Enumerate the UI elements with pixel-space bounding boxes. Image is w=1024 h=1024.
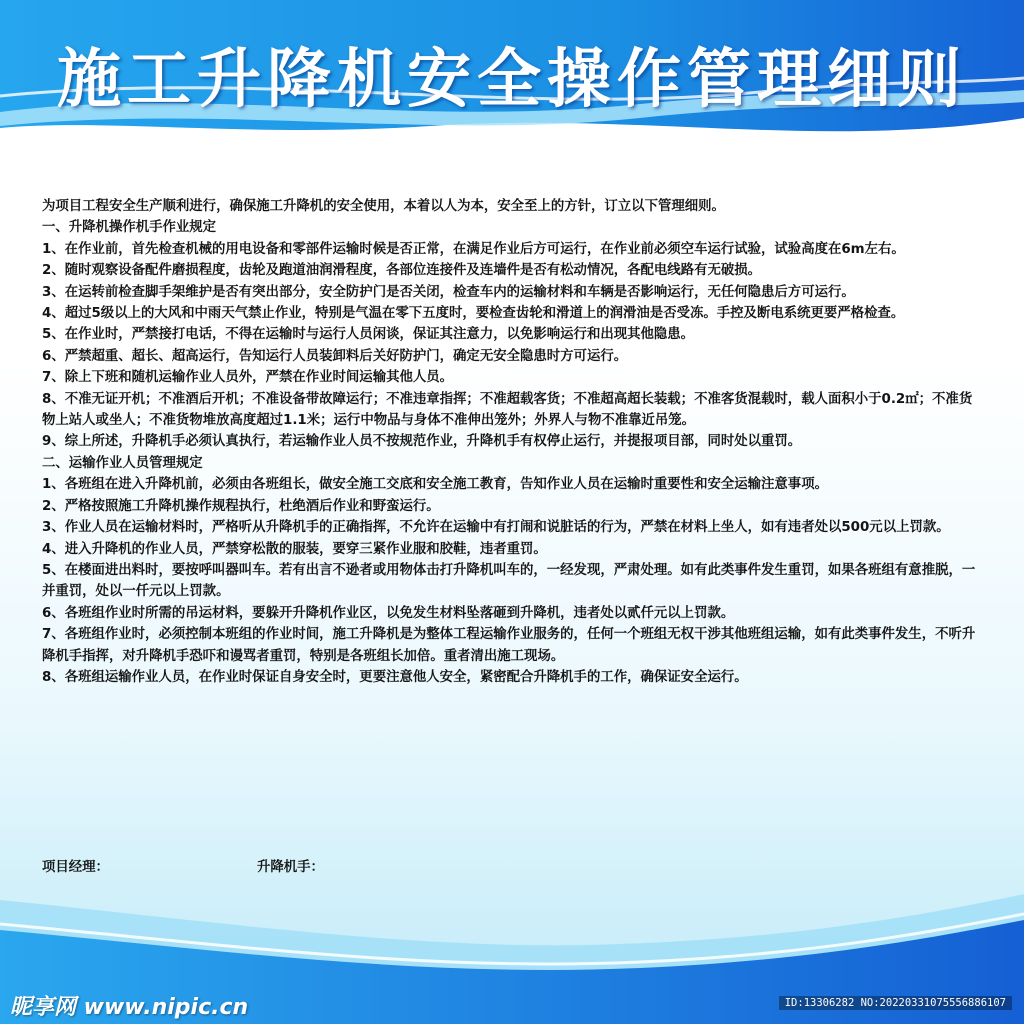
section-heading: 一、升降机操作机手作业规定 — [42, 220, 217, 236]
watermark-id: ID:13306282 NO:20220331075556886107 — [779, 996, 1012, 1010]
section-heading: 二、运输作业人员管理规定 — [42, 455, 203, 471]
rule-item: 2、严格按照施工升降机操作规程执行，杜绝酒后作业和野蛮运行。 — [42, 498, 440, 514]
rule-item: 1、各班组在进入升降机前，必须由各班组长，做安全施工交底和安全施工教育，告知作业人员在运输时重要性和安全运输注意事项。 — [42, 477, 828, 493]
rule-item: 7、除上下班和随机运输作业人员外，严禁在作业时间运输其他人员。 — [42, 370, 454, 386]
intro-paragraph: 为项目工程安全生产顺利进行，确保施工升降机的安全使用，本着以人为本，安全至上的方针，订立以下管理细则。 — [42, 199, 725, 214]
rule-item: 5、在作业时，严禁接打电话，不得在运输时与运行人员闲谈，保证其注意力，以免影响运行和出现其他隐患。 — [42, 327, 695, 343]
operator-label: 升降机手： — [257, 860, 324, 875]
project-manager-label: 项目经理： — [42, 860, 109, 875]
rule-item: 7、各班组作业时，必须控制本班组的作业时间，施工升降机是为整体工程运输作业服务的，任何一个班组无权干涉其他班组运输，如有此类事件发生，不听升降机手指挥，对升降机手恐吓和谩骂者重罚，特别是各班组长加倍。重者清出施工现场。 — [42, 627, 976, 664]
rules-body — [42, 196, 982, 688]
rule-item: 9、综上所述，升降机手必须认真执行，若运输作业人员不按规范作业，升降机手有权停止运行，并提报项目部，同时处以重罚。 — [42, 434, 802, 450]
signoff-row — [42, 856, 642, 878]
rule-item: 5、在楼面进出料时，要按呼叫器叫车。若有出言不逊者或用物体击打升降机叫车的，一经发现，严肃处理。如有此类事件发生重罚，如果各班组有意推脱，一并重罚，处以一仟元以上罚款。 — [42, 562, 976, 600]
poster-title: 施工升降机安全操作管理细则 — [57, 43, 967, 117]
rule-item: 3、在运转前检查脚手架维护是否有突出部分，安全防护门是否关闭，检查车内的运输材料和车辆是否影响运行，无任何隐患后方可运行。 — [42, 284, 855, 300]
rule-item: 6、严禁超重、超长、超高运行，告知运行人员装卸料后关好防护门，确定无安全隐患时方可运行。 — [42, 348, 628, 364]
rule-item: 4、进入升降机的作业人员，严禁穿松散的服装，要穿三紧作业服和胶鞋，违者重罚。 — [42, 541, 547, 557]
rule-item: 8、不准无证开机；不准酒后开机；不准设备带故障运行；不准违章指挥；不准超载客货；不准超高超长装载；不准客货混载时，载人面积小于0.2㎡；不准货物上站人或坐人；不准货物堆放高度超过1.1米；运行中物品与身体不准伸出笼外；外界人与物不准靠近吊笼。 — [42, 391, 973, 429]
rule-item: 2、随时观察设备配件磨损程度，齿轮及跑道油润滑程度，各部位连接件及连墙件是否有松动情况，各配电线路有无破损。 — [42, 263, 762, 279]
rule-item: 4、超过5级以上的大风和中雨天气禁止作业，特别是气温在零下五度时，要检查齿轮和滑道上的润滑油是否受冻。手控及断电系统更要严格检查。 — [42, 306, 905, 322]
rule-item: 1、在作业前，首先检查机械的用电设备和零部件运输时候是否正常，在满足作业后方可运行，在作业前必须空车运行试验，试验高度在6m左右。 — [42, 241, 905, 257]
rule-item: 6、各班组作业时所需的吊运材料，要躲开升降机作业区，以免发生材料坠落砸到升降机，违者处以贰仟元以上罚款。 — [42, 605, 735, 621]
rule-item: 8、各班组运输作业人员，在作业时保证自身安全时，更要注意他人安全，紧密配合升降机手的工作，确保证安全运行。 — [42, 669, 748, 685]
rule-item: 3、作业人员在运输材料时，严格听从升降机手的正确指挥，不允许在运输中有打闹和说脏话的行为，严禁在材料上坐人，如有违者处以500元以上罚款。 — [42, 520, 950, 536]
watermark-logo: 昵享网 www.nipic.cn — [10, 995, 249, 1020]
